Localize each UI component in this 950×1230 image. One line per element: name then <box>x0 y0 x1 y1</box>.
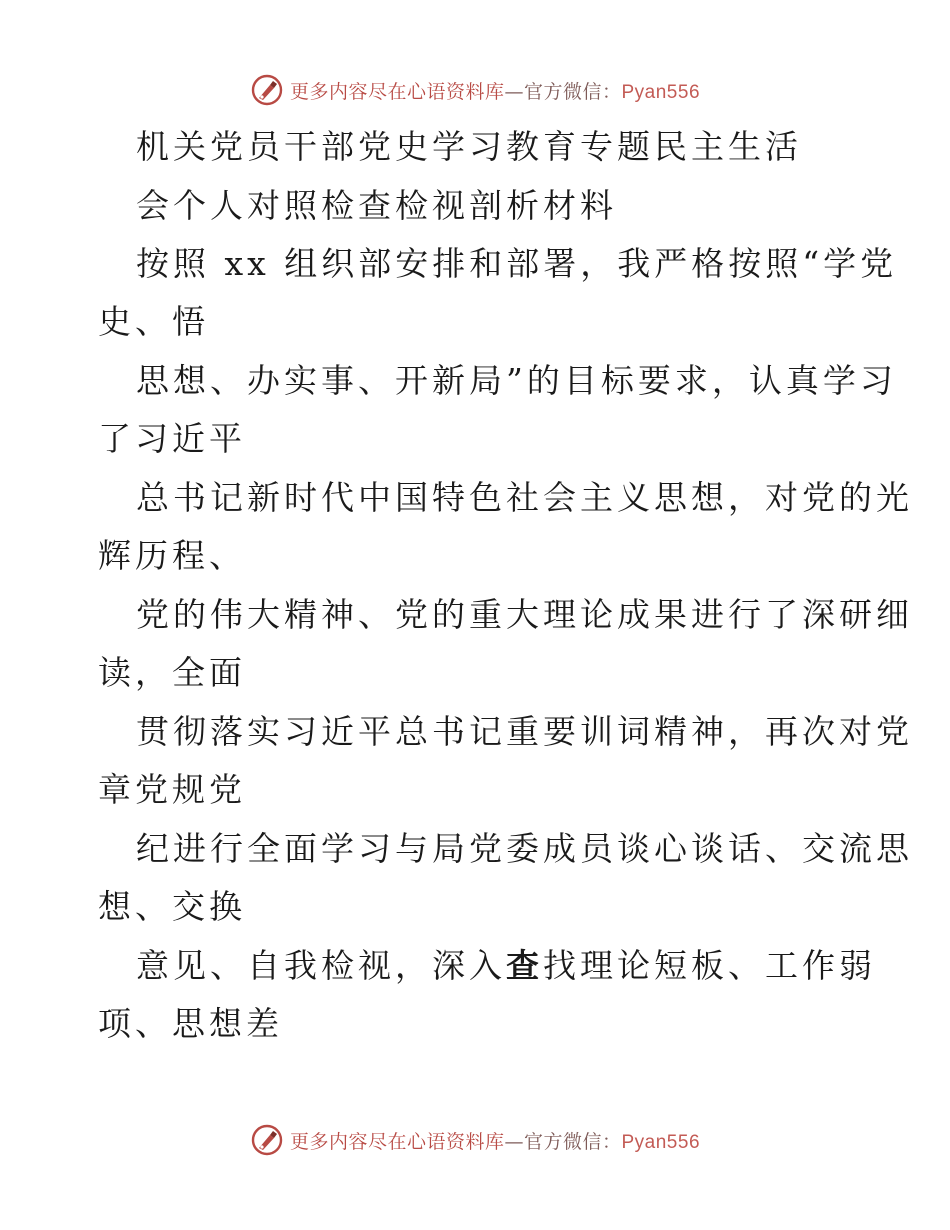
paragraph-line: 纪进行全面学习与局党委成员谈心谈话、交流思 <box>136 829 913 868</box>
watermark-text: 更多内容尽在心语资料库—官方微信：Pyan556 <box>289 80 701 103</box>
highlighted-char: 查 <box>506 946 543 985</box>
paragraph-line: 章党规党 <box>98 770 246 809</box>
paragraph-line: 史、悟 <box>98 302 209 341</box>
pen-nib-logo-icon <box>250 1123 284 1157</box>
paragraph-line: 项、思想差 <box>98 1004 283 1043</box>
watermark-text: 更多内容尽在心语资料库—官方微信：Pyan556 <box>289 1130 701 1153</box>
paragraph-line: 总书记新时代中国特色社会主义思想，对党的光 <box>136 478 913 517</box>
paragraph-line: 辉历程、 <box>98 536 246 575</box>
paragraph-line: 意见、自我检视，深入查找理论短板、工作弱 <box>136 946 876 985</box>
paragraph-line: 了习近平 <box>98 419 246 458</box>
paragraph-line: 党的伟大精神、党的重大理论成果进行了深研细 <box>136 595 913 634</box>
paragraph-line: 按照 xx 组织部安排和部署，我严格按照“学党 <box>136 244 898 283</box>
paragraph-line: 思想、办实事、开新局”的目标要求，认真学习 <box>136 361 897 400</box>
paragraph-line: 读，全面 <box>98 653 246 692</box>
paragraph-line: 贯彻落实习近平总书记重要训词精神，再次对党 <box>136 712 913 751</box>
document-title-line-2: 会个人对照检查检视剖析材料 <box>136 186 617 225</box>
footer-watermark <box>0 1120 950 1160</box>
paragraph-line: 想、交换 <box>98 887 246 926</box>
document-title-line-1: 机关党员干部党史学习教育专题民主生活 <box>136 127 802 166</box>
